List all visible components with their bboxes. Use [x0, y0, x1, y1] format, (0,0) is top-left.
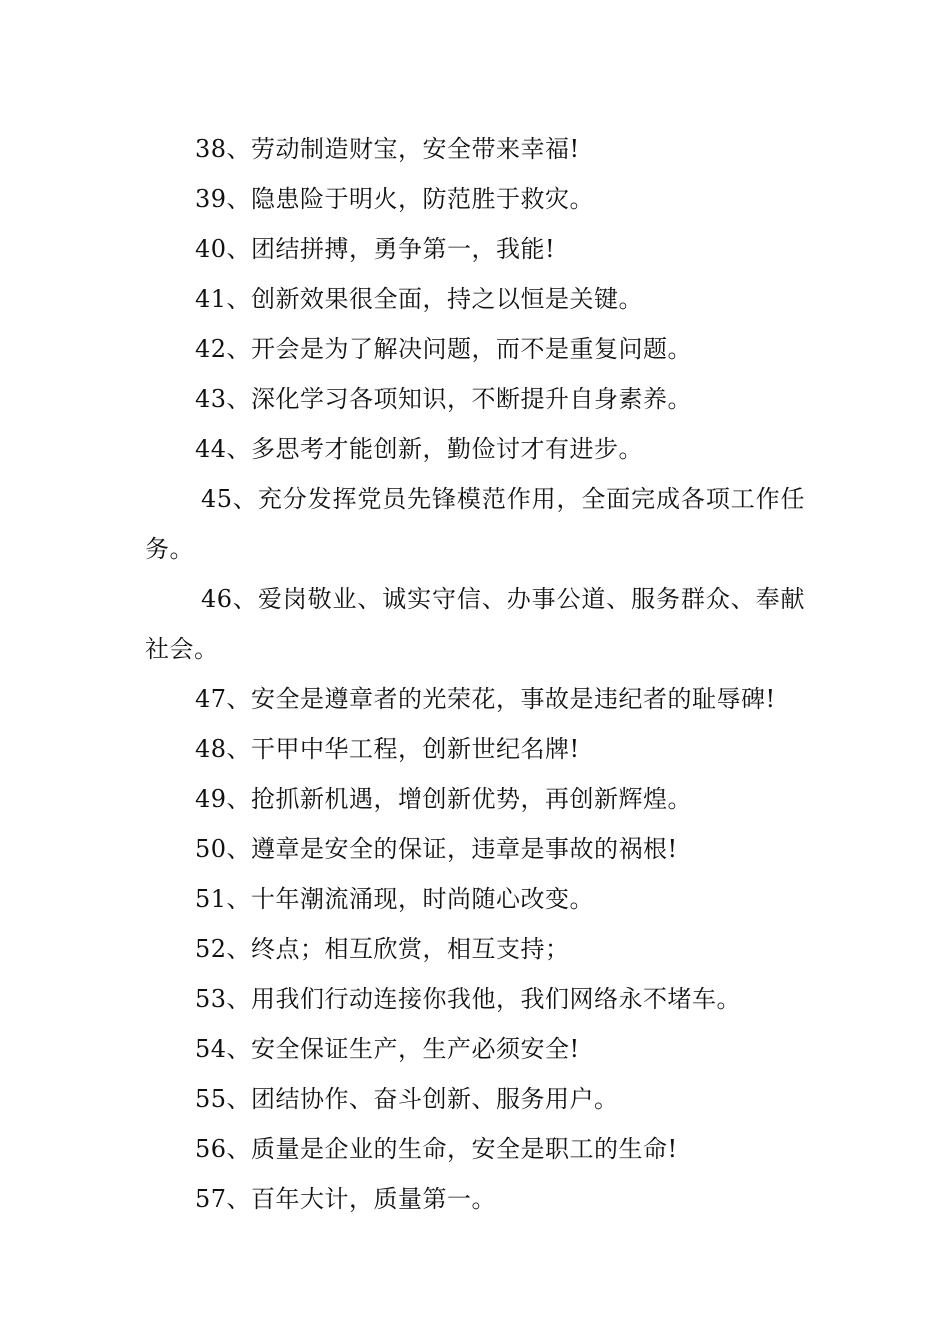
slogan-item: 50、遵章是安全的保证，违章是事故的祸根! [195, 835, 678, 863]
slogan-item: 46、爱岗敬业、诚实守信、办事公道、服务群众、奉献社会。 [145, 585, 805, 663]
slogan-item: 48、干甲中华工程，创新世纪名牌! [195, 735, 580, 763]
slogan-item: 45、充分发挥党员先锋模范作用，全面完成各项工作任务。 [145, 485, 805, 563]
slogan-item: 41、创新效果很全面，持之以恒是关键。 [195, 285, 644, 313]
slogan-item: 55、团结协作、奋斗创新、服务用户。 [195, 1085, 619, 1113]
slogan-list [145, 124, 805, 1224]
slogan-item: 40、团结拼搏，勇争第一，我能! [195, 235, 556, 263]
slogan-item: 52、终点；相互欣赏，相互支持； [195, 935, 570, 963]
slogan-item: 39、隐患险于明火，防范胜于救灾。 [195, 185, 595, 213]
slogan-item: 38、劳动制造财宝，安全带来幸福! [195, 135, 580, 163]
slogan-item: 44、多思考才能创新，勤俭讨才有进步。 [195, 435, 644, 463]
slogan-item: 49、抢抓新机遇，增创新优势，再创新辉煌。 [195, 785, 693, 813]
slogan-item: 43、深化学习各项知识，不断提升自身素养。 [195, 385, 693, 413]
slogan-item: 53、用我们行动连接你我他，我们网络永不堵车。 [195, 985, 742, 1013]
slogan-item: 54、安全保证生产，生产必须安全! [195, 1035, 580, 1063]
slogan-item: 56、质量是企业的生命，安全是职工的生命! [195, 1135, 678, 1163]
slogan-item: 42、开会是为了解决问题，而不是重复问题。 [195, 335, 693, 363]
slogan-item: 57、百年大计，质量第一。 [195, 1185, 497, 1213]
slogan-item: 47、安全是遵章者的光荣花，事故是违纪者的耻辱碑! [195, 685, 776, 713]
slogan-item: 51、十年潮流涌现，时尚随心改变。 [195, 885, 595, 913]
